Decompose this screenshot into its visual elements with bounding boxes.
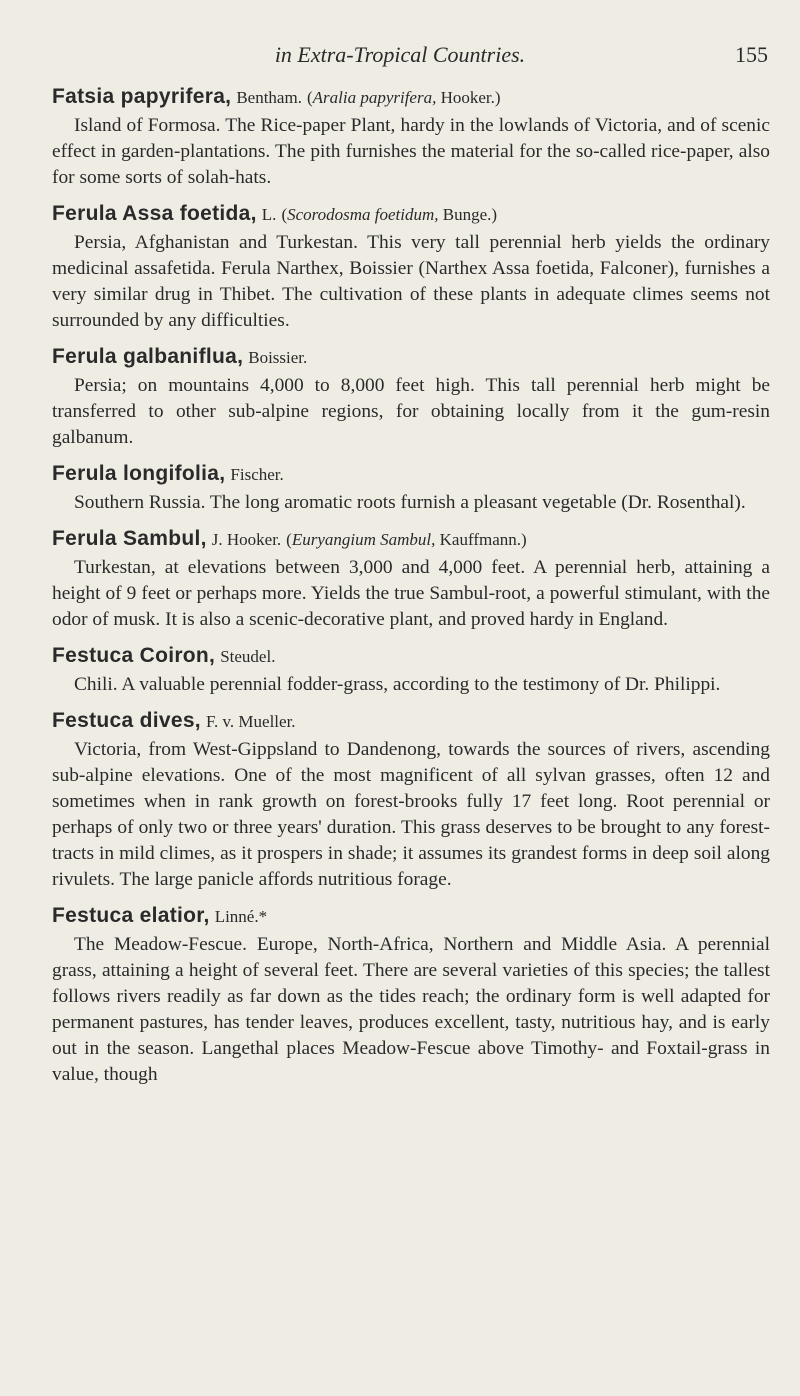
species-authority: J. Hooker. <box>211 530 282 549</box>
entry-body: Turkestan, at elevations between 3,000 and 4,000 feet. A perennial herb, attaining a height of 9 feet or perhaps more. Yields the true Sambul-root, a powerful stimulant, with the odor of musk. It is also a scenic-decorative plant, and proved hardy in England. <box>52 557 770 630</box>
entry-heading <box>52 708 770 735</box>
entry-body: The Meadow-Fescue. Europe, North-Africa, Northern and Middle Asia. A perennial grass, attaining a height of several feet. There are several varieties of this species; the tallest follows rivers readily as far down as the tides reach; the ordinary form is well adapted for permanent pastures, has tender leaves, produces excellent, tasty, nutritious hay, and is early out in the season. Langethal places Meadow-Fescue above Timothy- and Foxtail-grass in value, though <box>52 934 770 1085</box>
species-name: Ferula Assa foetida, <box>52 202 257 225</box>
running-head <box>0 42 800 72</box>
page-number: 155 <box>735 42 768 67</box>
entry-body: Persia; on mountains 4,000 to 8,000 feet high. This tall perennial herb might be transferred to other sub-alpine regions, for obtaining locally from it the gum-resin galbanum. <box>52 375 770 448</box>
entry-heading <box>52 643 770 670</box>
entry-heading <box>52 903 770 930</box>
species-name: Festuca Coiron, <box>52 644 216 667</box>
entry-body: Persia, Afghanistan and Turkestan. This very tall perennial herb yields the ordinary medicinal assafetida. Ferula Narthex, Boissier (Narthex Assa foetida, Falconer), furnishes a very similar drug in Thibet. The cultivation of these plants in adequate climes seems not surrounded by any difficulties. <box>52 232 770 331</box>
entry-body: Chili. A valuable perennial fodder-grass, according to the testimony of Dr. Philippi. <box>74 674 721 695</box>
species-name: Festuca dives, <box>52 709 201 732</box>
page-content <box>52 84 770 1098</box>
synonym-name: Aralia papyrifera, <box>312 88 437 107</box>
species-name: Festuca elatior, <box>52 904 210 927</box>
entry-fatsia-papyrifera <box>52 84 770 191</box>
entry-heading <box>52 201 770 228</box>
species-name: Ferula galbaniflua, <box>52 345 244 368</box>
species-authority: Bentham. <box>236 88 302 107</box>
entry-festuca-coiron <box>52 643 770 698</box>
entry-heading <box>52 526 770 553</box>
entry-body: Southern Russia. The long aromatic roots furnish a pleasant vegetable (Dr. Rosenthal). <box>74 492 746 513</box>
synonym: (Euryangium Sambul, Kauffmann.) <box>286 530 527 549</box>
species-name: Ferula longifolia, <box>52 462 226 485</box>
entry-festuca-dives <box>52 708 770 893</box>
species-authority: Linné.* <box>214 907 268 926</box>
entry-ferula-longifolia <box>52 461 770 516</box>
synonym-name: Scorodosma foetidum, <box>287 205 439 224</box>
species-name: Fatsia papyrifera, <box>52 85 232 108</box>
synonym-name: Euryangium Sambul, <box>291 530 436 549</box>
entry-body: Island of Formosa. The Rice-paper Plant, hardy in the lowlands of Victoria, and of scenic effect in garden-plantations. The pith furnishes the material for the so-called rice-paper, also for some sorts of solah-hats. <box>52 115 770 188</box>
synonym: (Aralia papyrifera, Hooker.) <box>306 88 501 107</box>
species-name: Ferula Sambul, <box>52 527 207 550</box>
species-authority: Boissier. <box>248 348 308 367</box>
species-authority: F. v. Mueller. <box>205 712 296 731</box>
synonym-authority: Kauffmann.) <box>439 530 527 549</box>
species-authority: Steudel. <box>220 647 276 666</box>
entry-ferula-sambul <box>52 526 770 633</box>
entry-heading <box>52 461 770 488</box>
entry-heading <box>52 344 770 371</box>
entry-ferula-galbaniflua <box>52 344 770 451</box>
species-authority: L. <box>261 205 277 224</box>
species-authority: Fischer. <box>230 465 284 484</box>
entry-heading <box>52 84 770 111</box>
entry-festuca-elatior <box>52 903 770 1088</box>
running-title: in Extra-Tropical Countries. <box>274 42 526 67</box>
synonym-authority: Bunge.) <box>442 205 498 224</box>
entry-ferula-assa-foetida <box>52 201 770 334</box>
synonym-authority: Hooker.) <box>440 88 501 107</box>
synonym: (Scorodosma foetidum, Bunge.) <box>281 205 498 224</box>
entry-body: Victoria, from West-Gippsland to Dandenong, towards the sources of rivers, ascending sub-alpine elevations. One of the most magnificent of all sylvan grasses, often 12 and sometimes when in rank growth on forest-brooks fully 17 feet long. Root perennial or perhaps of only two or three years' duration. This grass deserves to be brought to any forest-tracts in mild climes, as it prospers in shade; it assumes its grandest forms in deep soil along rivulets. The large panicle affords nutritious forage. <box>52 739 770 890</box>
